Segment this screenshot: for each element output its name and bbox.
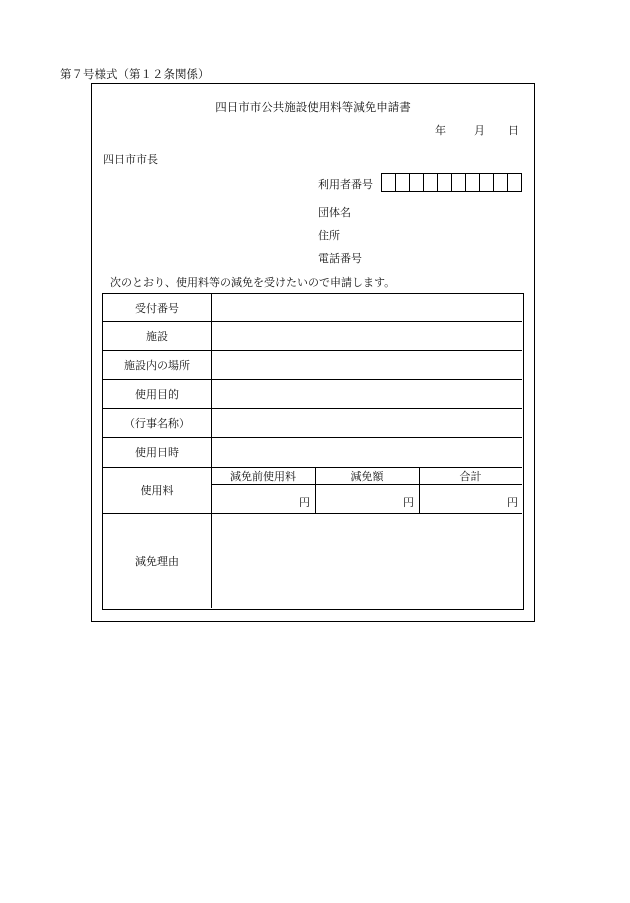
date-day-label: 日 xyxy=(508,124,519,137)
user-number-input[interactable] xyxy=(381,173,522,192)
user-number-digit-box[interactable] xyxy=(466,174,480,191)
user-number-digit-box[interactable] xyxy=(396,174,410,191)
event-name-label: （行事名称） xyxy=(124,416,190,430)
date-year-label: 年 xyxy=(435,124,446,137)
user-number-digit-box[interactable] xyxy=(508,174,521,191)
address-label: 住所 xyxy=(318,229,340,242)
purpose-label: 使用目的 xyxy=(135,387,179,401)
total-header: 合計 xyxy=(459,469,482,483)
addressee: 四日市市長 xyxy=(103,153,158,166)
usage-datetime-label: 使用日時 xyxy=(135,446,179,459)
reduction-amount-header: 減免額 xyxy=(350,469,384,483)
fee-before-reduction-header: 減免前使用料 xyxy=(230,469,296,483)
reduction-reason-field[interactable] xyxy=(212,514,522,608)
purpose-field[interactable] xyxy=(212,379,522,408)
phone-label: 電話番号 xyxy=(318,252,362,265)
user-number-digit-box[interactable] xyxy=(438,174,452,191)
yen-unit-reduction: 円 xyxy=(403,496,414,509)
date-month-label: 月 xyxy=(474,124,485,137)
application-table xyxy=(102,293,524,610)
org-name-label: 団体名 xyxy=(318,206,351,219)
facility-label: 施設 xyxy=(146,329,168,343)
receipt-number-label: 受付番号 xyxy=(135,301,179,315)
user-number-digit-box[interactable] xyxy=(410,174,424,191)
event-name-field[interactable] xyxy=(212,408,522,437)
receipt-number-field[interactable] xyxy=(212,294,522,321)
application-statement: 次のとおり、使用料等の減免を受けたいので申請します。 xyxy=(110,276,396,289)
usage-fee-label: 使用料 xyxy=(140,484,174,497)
form-number: 第７号様式（第１２条関係） xyxy=(60,67,210,81)
form-title: 四日市市公共施設使用料等減免申請書 xyxy=(215,100,411,114)
reduction-reason-label: 減免理由 xyxy=(135,554,179,568)
user-number-digit-box[interactable] xyxy=(424,174,438,191)
user-number-digit-box[interactable] xyxy=(382,174,396,191)
user-number-digit-box[interactable] xyxy=(480,174,494,191)
user-number-label: 利用者番号 xyxy=(318,178,373,191)
usage-datetime-field[interactable] xyxy=(212,437,522,467)
yen-unit-total: 円 xyxy=(507,496,518,509)
facility-field[interactable] xyxy=(212,321,522,350)
facility-location-label: 施設内の場所 xyxy=(124,358,190,372)
yen-unit-fee: 円 xyxy=(299,496,310,509)
user-number-digit-box[interactable] xyxy=(452,174,466,191)
facility-location-field[interactable] xyxy=(212,350,522,379)
user-number-digit-box[interactable] xyxy=(494,174,508,191)
application-form xyxy=(91,83,535,622)
